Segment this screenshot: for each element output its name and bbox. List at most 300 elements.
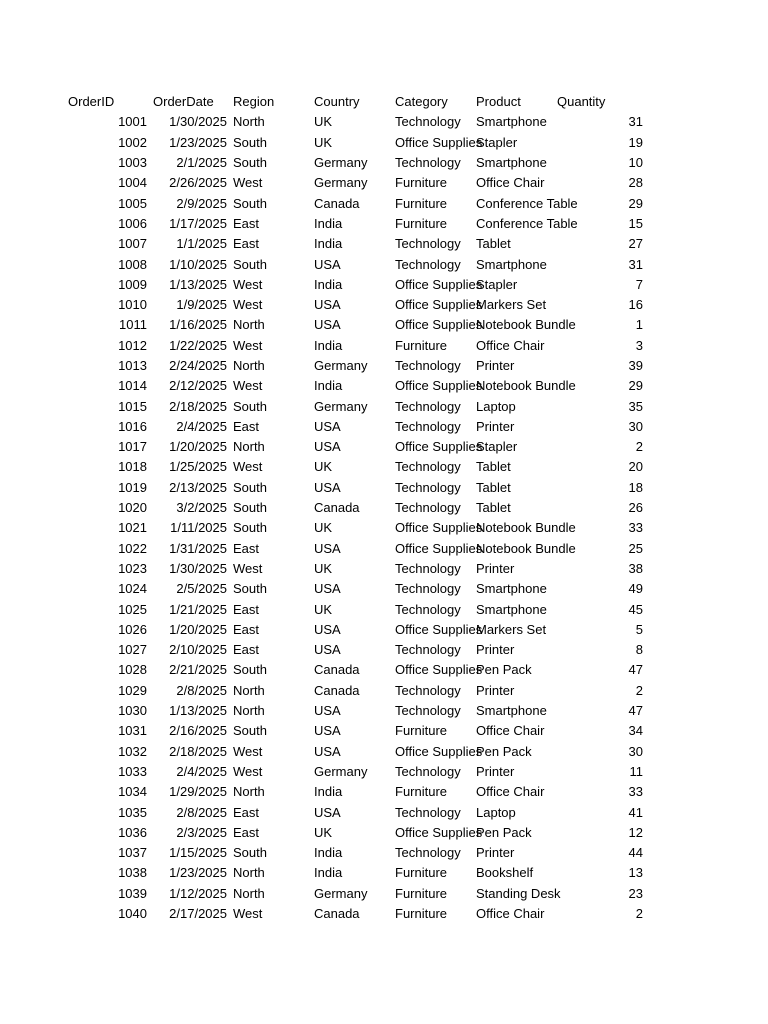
product-cell: Printer bbox=[476, 845, 515, 861]
country-cell: USA bbox=[314, 256, 341, 272]
country-cell: India bbox=[314, 276, 343, 292]
header-row bbox=[65, 92, 645, 112]
product-cell: Notebook Bundle bbox=[476, 317, 576, 333]
category-cell: Technology bbox=[395, 763, 461, 779]
header-country: Country bbox=[314, 94, 360, 110]
country-cell: UK bbox=[314, 134, 333, 150]
product-cell: Notebook Bundle bbox=[476, 520, 576, 536]
spreadsheet-page bbox=[0, 92, 768, 924]
country-cell: India bbox=[314, 236, 343, 252]
table-row bbox=[65, 681, 645, 701]
category-cell: Technology bbox=[395, 581, 461, 597]
country-cell: UK bbox=[314, 824, 333, 840]
region-cell: West bbox=[233, 459, 263, 475]
order-date-cell: 2/21/2025 bbox=[169, 662, 227, 678]
table-row bbox=[65, 457, 645, 477]
quantity-cell: 3 bbox=[635, 337, 643, 353]
country-cell: USA bbox=[314, 479, 341, 495]
order-date-cell: 1/20/2025 bbox=[169, 439, 227, 455]
product-cell: Stapler bbox=[476, 134, 518, 150]
order-id-cell: 1012 bbox=[118, 337, 147, 353]
region-cell: South bbox=[233, 479, 267, 495]
order-id-cell: 1006 bbox=[118, 215, 147, 231]
order-id-cell: 1039 bbox=[118, 885, 147, 901]
product-cell: Notebook Bundle bbox=[476, 378, 576, 394]
table-row bbox=[65, 559, 645, 579]
quantity-cell: 8 bbox=[635, 642, 643, 658]
country-cell: USA bbox=[314, 439, 341, 455]
header-product: Product bbox=[476, 94, 521, 110]
order-id-cell: 1005 bbox=[118, 195, 147, 211]
product-cell: Tablet bbox=[476, 479, 511, 495]
order-id-cell: 1010 bbox=[118, 297, 147, 313]
order-id-cell: 1030 bbox=[118, 703, 147, 719]
table-row bbox=[65, 579, 645, 599]
order-id-cell: 1013 bbox=[118, 358, 147, 373]
region-cell: North bbox=[233, 358, 265, 373]
order-id-cell: 1040 bbox=[118, 906, 147, 922]
product-cell: Laptop bbox=[476, 804, 516, 820]
country-cell: USA bbox=[314, 723, 341, 739]
category-cell: Office Supplies bbox=[395, 520, 483, 536]
product-cell: Office Chair bbox=[476, 784, 545, 800]
order-date-cell: 2/10/2025 bbox=[169, 642, 227, 658]
order-date-cell: 1/29/2025 bbox=[169, 784, 227, 800]
country-cell: Canada bbox=[314, 500, 360, 516]
country-cell: USA bbox=[314, 418, 341, 434]
order-id-cell: 1019 bbox=[118, 479, 147, 495]
order-date-cell: 1/17/2025 bbox=[169, 215, 227, 231]
quantity-cell: 10 bbox=[628, 155, 643, 171]
region-cell: East bbox=[233, 824, 260, 840]
order-id-cell: 1022 bbox=[118, 540, 147, 556]
order-id-cell: 1007 bbox=[118, 236, 147, 252]
order-id-cell: 1037 bbox=[118, 845, 147, 861]
order-id-cell: 1029 bbox=[118, 682, 147, 698]
region-cell: South bbox=[233, 398, 267, 414]
order-date-cell: 1/13/2025 bbox=[169, 276, 227, 292]
region-cell: South bbox=[233, 520, 267, 536]
category-cell: Office Supplies bbox=[395, 378, 483, 394]
country-cell: Canada bbox=[314, 682, 360, 698]
order-date-cell: 1/13/2025 bbox=[169, 703, 227, 719]
quantity-cell: 1 bbox=[635, 317, 643, 333]
region-cell: East bbox=[233, 418, 260, 434]
table-row bbox=[65, 376, 645, 396]
country-cell: USA bbox=[314, 642, 341, 658]
quantity-cell: 31 bbox=[628, 114, 643, 130]
quantity-cell: 2 bbox=[635, 906, 643, 922]
product-cell: Tablet bbox=[476, 500, 511, 516]
quantity-cell: 49 bbox=[628, 581, 643, 597]
product-cell: Conference Table bbox=[476, 215, 578, 231]
region-cell: East bbox=[233, 215, 260, 231]
country-cell: UK bbox=[314, 560, 333, 576]
category-cell: Office Supplies bbox=[395, 621, 483, 637]
category-cell: Technology bbox=[395, 682, 461, 698]
header-orderid: OrderID bbox=[68, 94, 115, 110]
category-cell: Office Supplies bbox=[395, 276, 483, 292]
order-date-cell: 1/30/2025 bbox=[169, 560, 227, 576]
category-cell: Technology bbox=[395, 256, 461, 272]
region-cell: West bbox=[233, 906, 263, 922]
country-cell: India bbox=[314, 784, 343, 800]
table-row bbox=[65, 762, 645, 782]
quantity-cell: 5 bbox=[635, 621, 643, 637]
region-cell: West bbox=[233, 560, 263, 576]
order-date-cell: 2/1/2025 bbox=[176, 155, 227, 171]
product-cell: Printer bbox=[476, 642, 515, 658]
country-cell: India bbox=[314, 845, 343, 861]
order-id-cell: 1027 bbox=[118, 642, 147, 658]
table-row bbox=[65, 254, 645, 274]
region-cell: South bbox=[233, 845, 267, 861]
category-cell: Furniture bbox=[395, 885, 448, 901]
table-row bbox=[65, 599, 645, 619]
table-row bbox=[65, 234, 645, 254]
product-cell: Bookshelf bbox=[476, 865, 534, 881]
order-id-cell: 1014 bbox=[118, 378, 147, 394]
product-cell: Smartphone bbox=[476, 256, 547, 272]
product-cell: Stapler bbox=[476, 439, 518, 455]
order-id-cell: 1023 bbox=[118, 560, 147, 576]
table-row bbox=[65, 295, 645, 315]
country-cell: USA bbox=[314, 540, 341, 556]
country-cell: UK bbox=[314, 114, 333, 130]
region-cell: North bbox=[233, 317, 265, 333]
region-cell: West bbox=[233, 297, 263, 313]
table-row bbox=[65, 193, 645, 213]
product-cell: Stapler bbox=[476, 276, 518, 292]
product-cell: Smartphone bbox=[476, 114, 547, 130]
country-cell: Canada bbox=[314, 662, 360, 678]
order-date-cell: 2/18/2025 bbox=[169, 398, 227, 414]
table-row bbox=[65, 620, 645, 640]
region-cell: West bbox=[233, 276, 263, 292]
product-cell: Markers Set bbox=[476, 297, 547, 313]
order-date-cell: 2/12/2025 bbox=[169, 378, 227, 394]
header-category: Category bbox=[395, 94, 448, 110]
quantity-cell: 30 bbox=[628, 743, 643, 759]
order-id-cell: 1009 bbox=[118, 276, 147, 292]
quantity-cell: 28 bbox=[628, 175, 643, 191]
order-date-cell: 1/11/2025 bbox=[170, 520, 227, 536]
table-row bbox=[65, 275, 645, 295]
product-cell: Printer bbox=[476, 560, 515, 576]
category-cell: Office Supplies bbox=[395, 439, 483, 455]
product-cell: Standing Desk bbox=[476, 885, 561, 901]
table-row bbox=[65, 478, 645, 498]
order-id-cell: 1034 bbox=[118, 784, 147, 800]
order-date-cell: 1/9/2025 bbox=[176, 297, 227, 313]
table-row bbox=[65, 396, 645, 416]
region-cell: East bbox=[233, 804, 260, 820]
order-date-cell: 1/16/2025 bbox=[169, 317, 227, 333]
product-cell: Smartphone bbox=[476, 703, 547, 719]
quantity-cell: 15 bbox=[628, 215, 643, 231]
quantity-cell: 27 bbox=[628, 236, 643, 252]
category-cell: Office Supplies bbox=[395, 317, 483, 333]
category-cell: Furniture bbox=[395, 723, 448, 739]
product-cell: Notebook Bundle bbox=[476, 540, 576, 556]
table-row bbox=[65, 336, 645, 356]
table-row bbox=[65, 518, 645, 538]
order-date-cell: 2/4/2025 bbox=[176, 763, 227, 779]
product-cell: Markers Set bbox=[476, 621, 547, 637]
product-cell: Printer bbox=[476, 418, 515, 434]
order-date-cell: 1/21/2025 bbox=[169, 601, 227, 617]
order-date-cell: 1/25/2025 bbox=[169, 459, 227, 475]
region-cell: West bbox=[233, 378, 263, 394]
category-cell: Technology bbox=[395, 642, 461, 658]
quantity-cell: 34 bbox=[628, 723, 643, 739]
category-cell: Furniture bbox=[395, 337, 448, 353]
product-cell: Pen Pack bbox=[476, 824, 532, 840]
table-row bbox=[65, 133, 645, 153]
country-cell: Germany bbox=[314, 763, 368, 779]
region-cell: South bbox=[233, 134, 267, 150]
category-cell: Technology bbox=[395, 236, 461, 252]
table-row bbox=[65, 153, 645, 173]
category-cell: Furniture bbox=[395, 215, 448, 231]
product-cell: Smartphone bbox=[476, 601, 547, 617]
order-id-cell: 1008 bbox=[118, 256, 147, 272]
order-id-cell: 1001 bbox=[118, 114, 147, 130]
order-id-cell: 1026 bbox=[118, 621, 147, 637]
quantity-cell: 19 bbox=[628, 134, 643, 150]
country-cell: USA bbox=[314, 297, 341, 313]
region-cell: East bbox=[233, 540, 260, 556]
order-id-cell: 1002 bbox=[118, 134, 147, 150]
country-cell: Germany bbox=[314, 358, 368, 373]
country-cell: India bbox=[314, 215, 343, 231]
order-date-cell: 1/20/2025 bbox=[169, 621, 227, 637]
category-cell: Furniture bbox=[395, 784, 448, 800]
table-row bbox=[65, 437, 645, 457]
quantity-cell: 29 bbox=[628, 378, 643, 394]
country-cell: India bbox=[314, 337, 343, 353]
country-cell: USA bbox=[314, 317, 341, 333]
region-cell: North bbox=[233, 114, 265, 130]
category-cell: Furniture bbox=[395, 906, 448, 922]
product-cell: Printer bbox=[476, 682, 515, 698]
country-cell: Germany bbox=[314, 885, 368, 901]
order-id-cell: 1003 bbox=[118, 155, 147, 171]
table-row bbox=[65, 884, 645, 904]
region-cell: North bbox=[233, 885, 265, 901]
product-cell: Office Chair bbox=[476, 906, 545, 922]
region-cell: West bbox=[233, 175, 263, 191]
order-id-cell: 1011 bbox=[119, 317, 147, 333]
table-row bbox=[65, 640, 645, 660]
category-cell: Technology bbox=[395, 418, 461, 434]
region-cell: West bbox=[233, 743, 263, 759]
category-cell: Technology bbox=[395, 459, 461, 475]
quantity-cell: 47 bbox=[628, 703, 643, 719]
table-row bbox=[65, 660, 645, 680]
country-cell: Canada bbox=[314, 906, 360, 922]
region-cell: South bbox=[233, 662, 267, 678]
product-cell: Printer bbox=[476, 358, 515, 373]
product-cell: Pen Pack bbox=[476, 662, 532, 678]
quantity-cell: 30 bbox=[628, 418, 643, 434]
order-date-cell: 1/30/2025 bbox=[169, 114, 227, 130]
region-cell: West bbox=[233, 337, 263, 353]
country-cell: UK bbox=[314, 520, 333, 536]
quantity-cell: 20 bbox=[628, 459, 643, 475]
table-row bbox=[65, 112, 645, 132]
category-cell: Furniture bbox=[395, 865, 448, 881]
country-cell: Canada bbox=[314, 195, 360, 211]
category-cell: Technology bbox=[395, 804, 461, 820]
product-cell: Office Chair bbox=[476, 723, 545, 739]
quantity-cell: 7 bbox=[635, 276, 643, 292]
quantity-cell: 26 bbox=[628, 500, 643, 516]
product-cell: Tablet bbox=[476, 236, 511, 252]
header-orderdate: OrderDate bbox=[153, 94, 214, 110]
product-cell: Tablet bbox=[476, 459, 511, 475]
region-cell: East bbox=[233, 621, 260, 637]
quantity-cell: 47 bbox=[628, 662, 643, 678]
category-cell: Technology bbox=[395, 560, 461, 576]
order-date-cell: 2/26/2025 bbox=[169, 175, 227, 191]
order-date-cell: 2/9/2025 bbox=[176, 195, 227, 211]
category-cell: Technology bbox=[395, 601, 461, 617]
country-cell: USA bbox=[314, 743, 341, 759]
order-id-cell: 1032 bbox=[118, 743, 147, 759]
quantity-cell: 39 bbox=[628, 358, 643, 373]
product-cell: Smartphone bbox=[476, 581, 547, 597]
table-row bbox=[65, 904, 645, 924]
order-id-cell: 1021 bbox=[118, 520, 147, 536]
region-cell: South bbox=[233, 723, 267, 739]
order-date-cell: 1/23/2025 bbox=[169, 865, 227, 881]
order-date-cell: 2/18/2025 bbox=[169, 743, 227, 759]
category-cell: Office Supplies bbox=[395, 297, 483, 313]
table-row bbox=[65, 823, 645, 843]
quantity-cell: 38 bbox=[628, 560, 643, 576]
quantity-cell: 2 bbox=[635, 682, 643, 698]
category-cell: Technology bbox=[395, 703, 461, 719]
country-cell: UK bbox=[314, 601, 333, 617]
quantity-cell: 41 bbox=[628, 804, 643, 820]
country-cell: UK bbox=[314, 459, 333, 475]
table-row bbox=[65, 782, 645, 802]
region-cell: North bbox=[233, 439, 265, 455]
country-cell: India bbox=[314, 378, 343, 394]
order-date-cell: 1/31/2025 bbox=[169, 540, 227, 556]
quantity-cell: 45 bbox=[628, 601, 643, 617]
order-id-cell: 1028 bbox=[118, 662, 147, 678]
order-date-cell: 2/4/2025 bbox=[176, 418, 227, 434]
order-date-cell: 3/2/2025 bbox=[176, 500, 227, 516]
category-cell: Technology bbox=[395, 479, 461, 495]
quantity-cell: 35 bbox=[628, 398, 643, 414]
quantity-cell: 12 bbox=[628, 824, 643, 840]
order-id-cell: 1038 bbox=[118, 865, 147, 881]
order-date-cell: 1/1/2025 bbox=[176, 236, 227, 252]
product-cell: Laptop bbox=[476, 398, 516, 414]
category-cell: Office Supplies bbox=[395, 743, 483, 759]
product-cell: Pen Pack bbox=[476, 743, 532, 759]
product-cell: Printer bbox=[476, 763, 515, 779]
country-cell: Germany bbox=[314, 398, 368, 414]
quantity-cell: 33 bbox=[628, 520, 643, 536]
order-id-cell: 1015 bbox=[118, 398, 147, 414]
region-cell: South bbox=[233, 256, 267, 272]
order-date-cell: 2/24/2025 bbox=[169, 358, 227, 373]
product-cell: Smartphone bbox=[476, 155, 547, 171]
product-cell: Office Chair bbox=[476, 337, 545, 353]
category-cell: Technology bbox=[395, 500, 461, 516]
order-date-cell: 1/23/2025 bbox=[169, 134, 227, 150]
region-cell: North bbox=[233, 865, 265, 881]
region-cell: East bbox=[233, 601, 260, 617]
quantity-cell: 18 bbox=[628, 479, 643, 495]
quantity-cell: 23 bbox=[628, 885, 643, 901]
table-row bbox=[65, 356, 645, 376]
table-row bbox=[65, 843, 645, 863]
country-cell: USA bbox=[314, 621, 341, 637]
quantity-cell: 16 bbox=[628, 297, 643, 313]
order-id-cell: 1017 bbox=[118, 439, 147, 455]
quantity-cell: 25 bbox=[628, 540, 643, 556]
order-date-cell: 2/8/2025 bbox=[176, 682, 227, 698]
region-cell: North bbox=[233, 784, 265, 800]
order-date-cell: 1/15/2025 bbox=[169, 845, 227, 861]
quantity-cell: 33 bbox=[628, 784, 643, 800]
region-cell: North bbox=[233, 703, 265, 719]
order-id-cell: 1033 bbox=[118, 763, 147, 779]
region-cell: West bbox=[233, 763, 263, 779]
category-cell: Technology bbox=[395, 845, 461, 861]
order-date-cell: 2/5/2025 bbox=[176, 581, 227, 597]
country-cell: USA bbox=[314, 581, 341, 597]
order-date-cell: 2/13/2025 bbox=[169, 479, 227, 495]
category-cell: Office Supplies bbox=[395, 662, 483, 678]
table-body bbox=[65, 112, 645, 924]
table-row bbox=[65, 498, 645, 518]
order-id-cell: 1035 bbox=[118, 804, 147, 820]
region-cell: South bbox=[233, 581, 267, 597]
table-row bbox=[65, 417, 645, 437]
region-cell: South bbox=[233, 195, 267, 211]
quantity-cell: 44 bbox=[628, 845, 643, 861]
order-id-cell: 1031 bbox=[118, 723, 147, 739]
table-row bbox=[65, 173, 645, 193]
order-id-cell: 1024 bbox=[118, 581, 147, 597]
order-date-cell: 2/17/2025 bbox=[169, 906, 227, 922]
category-cell: Furniture bbox=[395, 195, 448, 211]
category-cell: Furniture bbox=[395, 175, 448, 191]
category-cell: Technology bbox=[395, 398, 461, 414]
region-cell: North bbox=[233, 682, 265, 698]
country-cell: Germany bbox=[314, 175, 368, 191]
table-row bbox=[65, 539, 645, 559]
region-cell: East bbox=[233, 642, 260, 658]
table-row bbox=[65, 315, 645, 335]
quantity-cell: 31 bbox=[628, 256, 643, 272]
table-row bbox=[65, 802, 645, 822]
order-date-cell: 2/3/2025 bbox=[176, 824, 227, 840]
table-row bbox=[65, 214, 645, 234]
country-cell: USA bbox=[314, 804, 341, 820]
order-date-cell: 1/12/2025 bbox=[169, 885, 227, 901]
quantity-cell: 2 bbox=[635, 439, 643, 455]
country-cell: USA bbox=[314, 703, 341, 719]
category-cell: Office Supplies bbox=[395, 540, 483, 556]
quantity-cell: 13 bbox=[628, 865, 643, 881]
